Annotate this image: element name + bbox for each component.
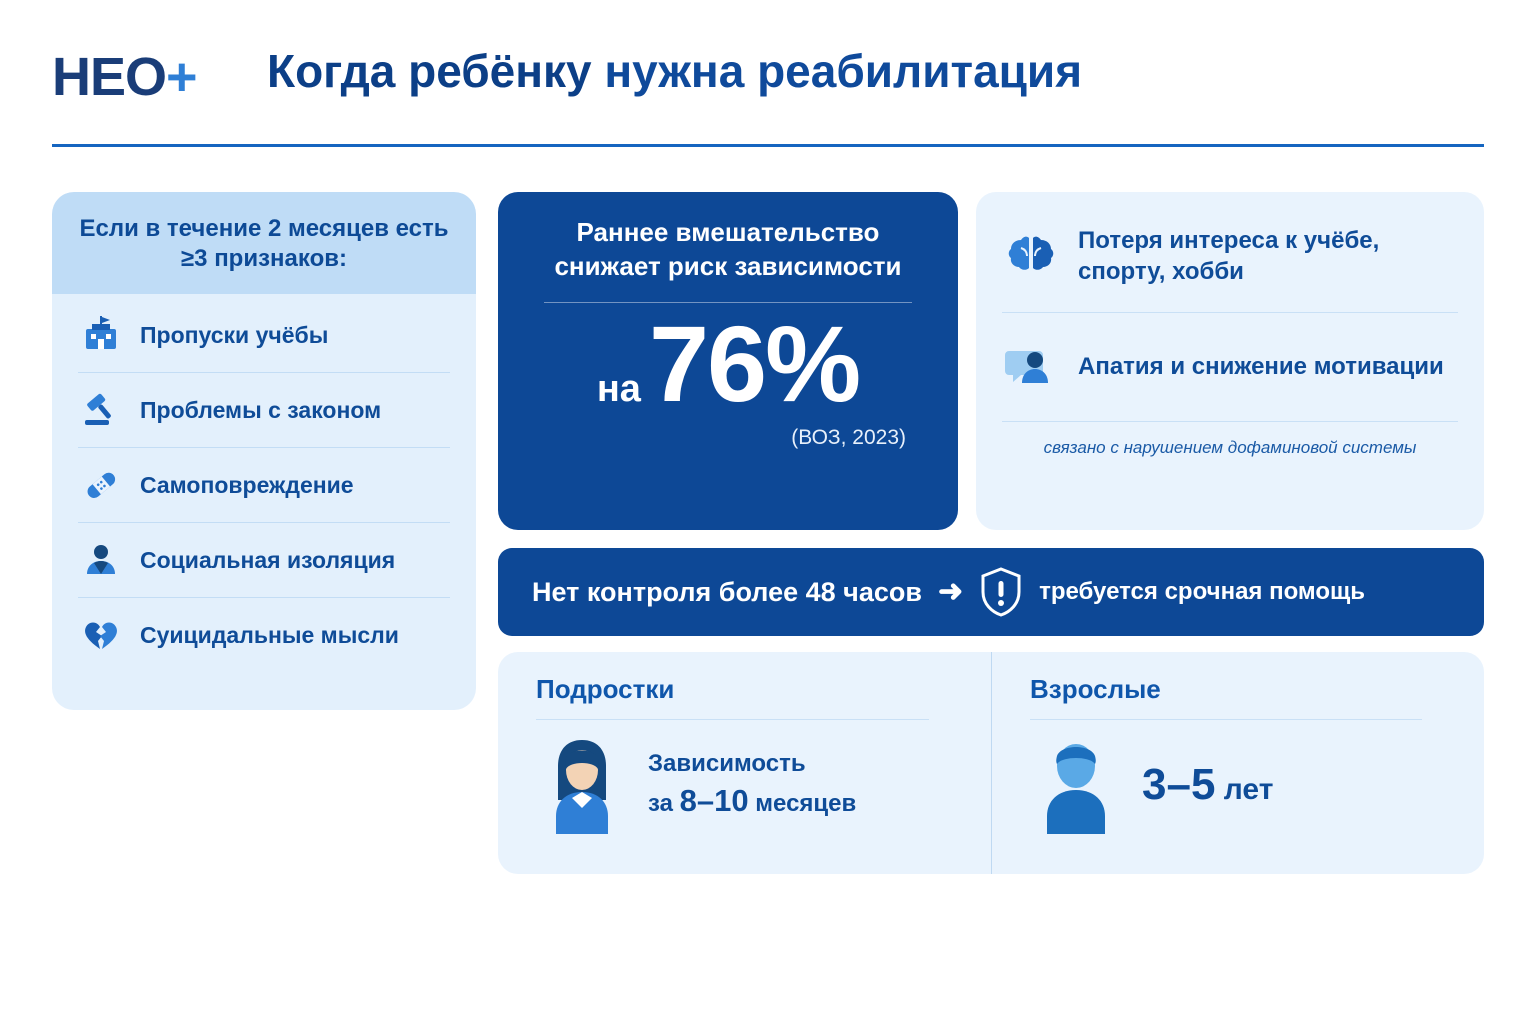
signs-card-heading: Если в течение 2 месяцев есть ≥3 признаков: [52, 192, 476, 294]
arrow-right-icon: ➜ [937, 575, 964, 608]
page-title-part2: нужна реабилитация [591, 45, 1083, 97]
adult-man-avatar [1030, 730, 1122, 840]
timeline-teens-column [498, 652, 991, 874]
page-header [52, 44, 1484, 148]
timeline-adults-value: 3–5 [1142, 760, 1216, 809]
symptoms-note: связано с нарушением дофаминовой системы [1043, 438, 1417, 457]
timeline-teens-text [648, 748, 856, 822]
person-icon [78, 537, 124, 583]
stat-card [498, 192, 958, 530]
symptoms-card [976, 192, 1484, 530]
list-item-label: Пропуски учёбы [140, 321, 329, 348]
list-item [1002, 192, 1458, 313]
signs-card [52, 192, 476, 710]
timeline-adults-unit: лет [1215, 773, 1274, 806]
timeline-teens-suffix: месяцев [748, 790, 857, 818]
header-divider [52, 144, 1484, 147]
timeline-teens-body [536, 730, 963, 840]
signs-list [52, 294, 476, 672]
timeline-teens-prefix: за [648, 790, 680, 818]
list-item [78, 598, 450, 672]
brand-logo-plus: + [166, 47, 197, 107]
stat-prefix: на [596, 367, 641, 410]
timeline-adults-column [991, 652, 1484, 874]
list-item-label: Самоповреждение [140, 471, 354, 498]
list-item-label: Проблемы с законом [140, 396, 382, 423]
timeline-teens-title: Подростки [536, 674, 675, 704]
stat-source: (ВОЗ, 2023) [791, 425, 906, 449]
warning-shield-icon [979, 567, 1023, 617]
timeline-teens-value: 8–10 [679, 783, 749, 819]
list-item-label: Социальная изоляция [140, 546, 396, 573]
bandage-icon [78, 462, 124, 508]
apathy-person-icon [1002, 338, 1060, 396]
timeline-adults-value-wrap [1142, 760, 1273, 810]
school-icon [78, 312, 124, 358]
list-item [1002, 313, 1458, 422]
list-item-label: Потеря интереса к учёбе, спорту, хобби [1078, 226, 1380, 285]
timeline-adults-title: Взрослые [1030, 674, 1161, 704]
teen-girl-avatar [536, 730, 628, 840]
broken-heart-icon [78, 612, 124, 658]
timeline-adults-body [1030, 730, 1456, 840]
gavel-icon [78, 387, 124, 433]
list-item [78, 298, 450, 373]
timeline-teens-line1: Зависимость [648, 749, 806, 777]
list-item [78, 448, 450, 523]
urgent-sub-text: требуется срочная помощь [1039, 578, 1366, 605]
stat-title: Раннее вмешательство снижает риск зависимости [554, 217, 902, 281]
page-title [267, 46, 1082, 97]
list-item [78, 373, 450, 448]
brain-icon [1002, 227, 1060, 285]
timeline-card [498, 652, 1484, 874]
page-title-part1: Когда ребёнку [267, 45, 592, 97]
list-item-label: Апатия и снижение мотивации [1078, 353, 1444, 381]
brand-logo-text: HEO [52, 47, 167, 107]
stat-value: 76% [648, 302, 860, 424]
stat-value-wrap [498, 302, 958, 424]
urgent-banner [498, 548, 1484, 636]
urgent-main-text: Нет контроля более 48 часов [532, 576, 922, 607]
list-item [78, 523, 450, 598]
brand-logo [52, 47, 197, 107]
timeline-teens-divider [536, 719, 929, 720]
list-item-label: Суицидальные мысли [140, 621, 399, 648]
timeline-adults-divider [1030, 719, 1422, 720]
